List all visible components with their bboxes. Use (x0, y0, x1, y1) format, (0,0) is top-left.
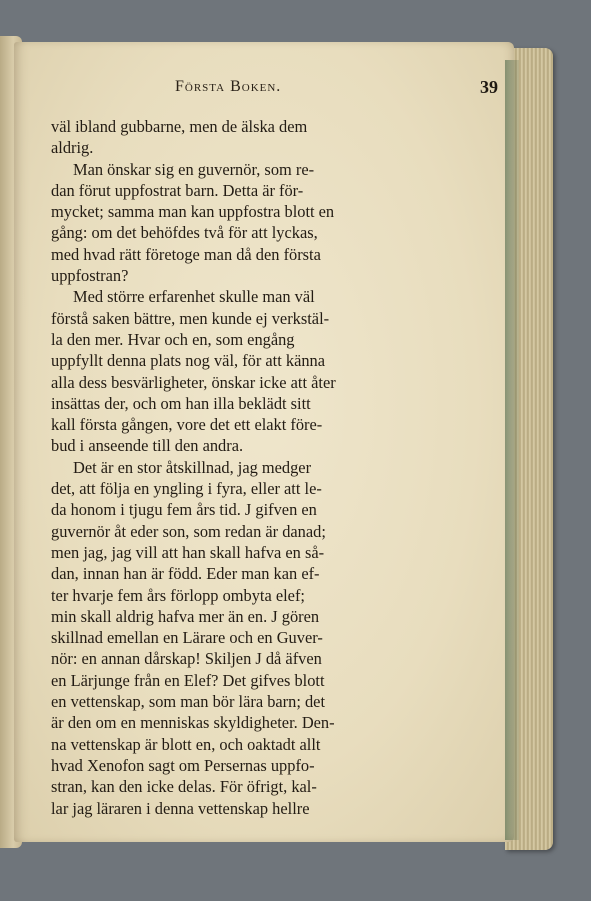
text-line: ter hvarje fem års förlopp ombyta elef; (51, 585, 305, 605)
text-line: alla dess besvärligheter, önskar icke att åter (51, 372, 336, 392)
text-line: kall första gången, vore det ett elakt före- (51, 415, 323, 435)
body-text (51, 116, 447, 819)
running-head: Första Boken. (175, 78, 282, 95)
text-line: guvernör åt eder son, som redan är danad; (51, 521, 326, 541)
text-line: insättas der, och om han illa beklädt sitt (51, 393, 311, 413)
text-line: aldrig. (51, 138, 94, 158)
text-line: uppfostran? (51, 266, 129, 286)
text-line: gång: om det behöfdes två för att lyckas, (51, 223, 318, 243)
text-line: förstå saken bättre, men kunde ej verkstäl- (51, 308, 330, 328)
text-line: da honom i tjugu fem års tid. J gifven en (51, 500, 317, 520)
text-line: är den om en menniskas skyldigheter. Den- (51, 713, 335, 733)
book-page (14, 42, 514, 842)
text-line: Det är en stor åtskillnad, jag medger (73, 457, 312, 477)
text-line: bud i anseende till den andra. (51, 436, 244, 456)
text-line: dan, innan han är född. Eder man kan ef- (51, 564, 320, 584)
binding-shadow (505, 60, 519, 840)
text-line: uppfyllt denna plats nog väl, för att känna (51, 351, 326, 371)
text-line: en vettenskap, som man bör lära barn; det (51, 692, 325, 712)
text-line: nör: en annan dårskap! Skiljen J då äfven (51, 649, 322, 669)
text-line: min skall aldrig hafva mer än en. J gören (51, 606, 320, 626)
text-line: en Lärjunge från en Elef? Det gifves blott (51, 670, 325, 690)
page-header (14, 78, 514, 102)
text-line: dan förut uppfostrat barn. Detta är för- (51, 180, 304, 200)
text-line: mycket; samma man kan uppfostra blott en (51, 202, 335, 222)
text-line: stran, kan den icke delas. För öfrigt, kal- (51, 777, 317, 797)
text-line: Med större erfarenhet skulle man väl (73, 287, 315, 307)
text-line: det, att följa en yngling i fyra, eller att le- (51, 479, 322, 499)
text-line: la den mer. Hvar och en, som engång (51, 329, 295, 349)
text-line: med hvad rätt företoge man då den första (51, 244, 321, 264)
text-line: hvad Xenofon sagt om Persernas uppfo- (51, 755, 315, 775)
text-line: na vettenskap är blott en, och oaktadt allt (51, 734, 321, 754)
text-line: väl ibland gubbarne, men de älska dem (51, 117, 308, 136)
text-line: men jag, jag vill att han skall hafva en så- (51, 542, 325, 562)
text-line: Man önskar sig en guvernör, som re- (73, 159, 315, 179)
text-line: lar jag läraren i denna vettenskap hellre (51, 798, 310, 818)
page-number: 39 (480, 77, 498, 97)
text-line: skillnad emellan en Lärare och en Guver- (51, 628, 323, 648)
